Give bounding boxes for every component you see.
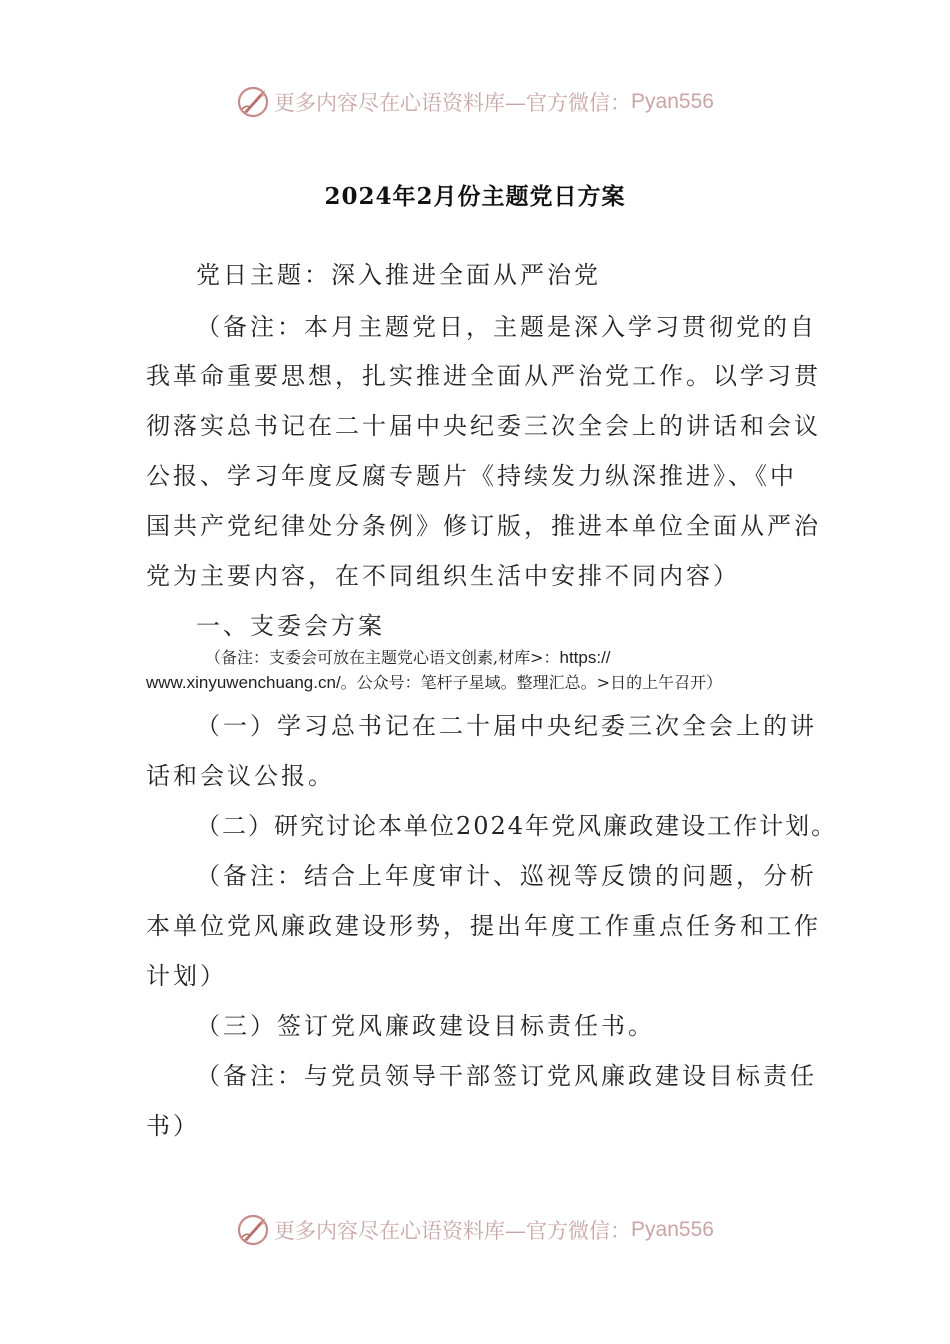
note2-line: （备注：结合上年度审计、巡视等反馈的问题，分析 xyxy=(196,862,817,890)
small-note-part1: （备注：支委会可放在主题党心语文创素,材库>： xyxy=(205,648,560,667)
small-note-line1 xyxy=(205,645,611,668)
small-note-url1: https:// xyxy=(559,648,611,667)
quill-logo-icon xyxy=(236,85,270,119)
note1-line: 公报、学习年度反腐专题片《持续发力纵深推进》、《中 xyxy=(146,462,797,490)
note3-line: （备注：与党员领导干部签订党风廉政建设目标责任 xyxy=(196,1062,817,1090)
small-note-part2: 。公众号：笔杆子星域。整理汇总。>日的上午召开） xyxy=(340,673,723,692)
small-note-line2 xyxy=(146,670,722,693)
watermark-header xyxy=(0,82,950,122)
note1-line: 党为主要内容，在不同组织生活中安排不同内容） xyxy=(146,562,740,590)
item3-line: （三）签订党风廉政建设目标责任书。 xyxy=(196,1012,655,1040)
quill-logo-icon xyxy=(236,1213,270,1247)
watermark-text: 更多内容尽在心语资料库—官方微信： xyxy=(274,91,632,115)
note2-line: 本单位党风廉政建设形势，提出年度工作重点任务和工作 xyxy=(146,912,821,940)
watermark-wechat-id: Pyan556 xyxy=(631,90,714,113)
note1-line: 我革命重要思想，扎实推进全面从严治党工作。以学习贯 xyxy=(146,362,821,390)
watermark-text: 更多内容尽在心语资料库—官方微信： xyxy=(274,1219,632,1243)
note1-line: 彻落实总书记在二十届中央纪委三次全会上的讲话和会议 xyxy=(146,412,821,440)
item1-line: 话和会议公报。 xyxy=(146,762,335,790)
watermark-footer xyxy=(0,1210,950,1250)
watermark-wechat-id: Pyan556 xyxy=(631,1218,714,1241)
note2-line: 计划） xyxy=(146,962,227,990)
item1-line: （一）学习总书记在二十届中央纪委三次全会上的讲 xyxy=(196,712,817,740)
small-note-url2: www.xinyuwenchuang.cn/ xyxy=(146,673,341,692)
theme-line: 党日主题：深入推进全面从严治党 xyxy=(196,261,601,289)
document-title: 2024年2月份主题党日方案 xyxy=(324,183,626,210)
section1-heading: 一、支委会方案 xyxy=(196,612,385,640)
item2-line: （二）研究讨论本单位2024年党风廉政建设工作计划。 xyxy=(196,812,838,840)
note1-line: （备注：本月主题党日，主题是深入学习贯彻党的自 xyxy=(196,313,817,341)
note3-line: 书） xyxy=(146,1112,200,1140)
note1-line: 国共产党纪律处分条例》修订版，推进本单位全面从严治 xyxy=(146,512,821,540)
